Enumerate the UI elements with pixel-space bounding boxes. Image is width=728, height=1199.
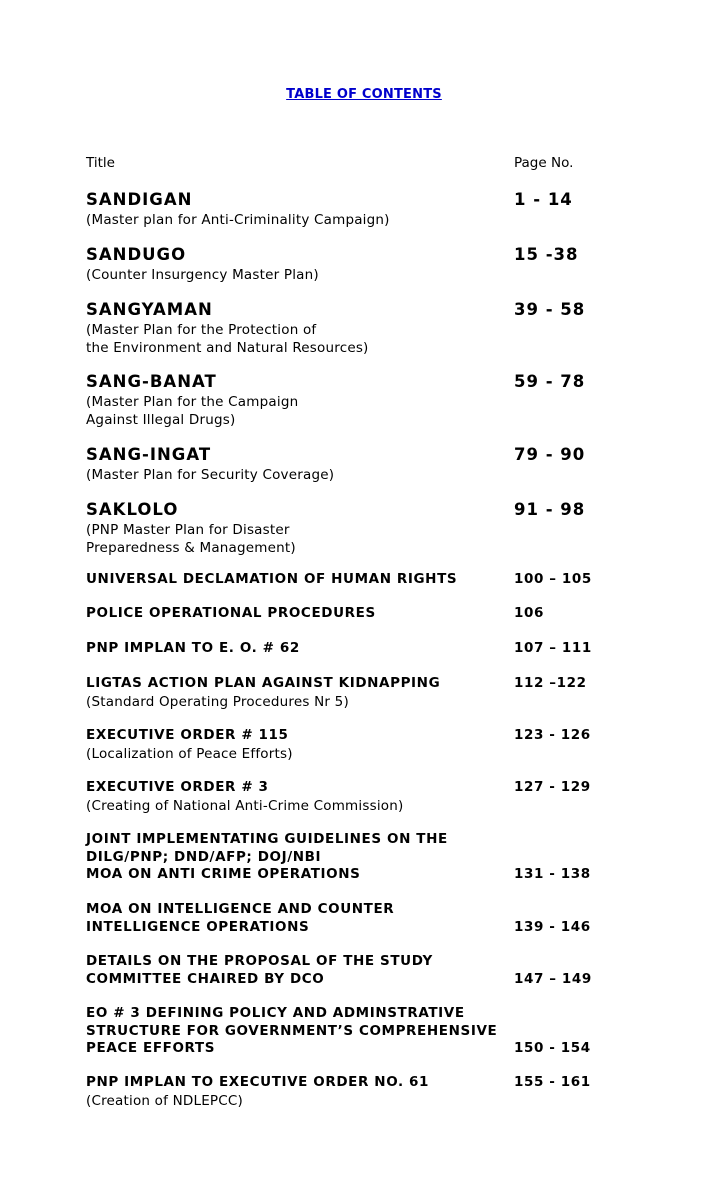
entry-title: SANDIGAN (86, 190, 193, 209)
entry-title-line: INTELLIGENCE OPERATIONS (86, 918, 310, 935)
toc-entry-ligtas (86, 675, 686, 711)
entry-subtitle: (Creation of NDLEPCC) (86, 1092, 243, 1109)
toc-entry-eo115 (86, 727, 686, 763)
toc-header (86, 155, 686, 171)
entry-title: PNP IMPLAN TO EXECUTIVE ORDER NO. 61 (86, 1074, 429, 1090)
page-title[interactable]: TABLE OF CONTENTS (286, 87, 442, 102)
toc-entry-sangyaman (86, 299, 686, 357)
entry-pages: 39 - 58 (514, 300, 586, 319)
entry-title-line: JOINT IMPLEMENTATING GUIDELINES ON THE (86, 831, 448, 847)
entry-subtitle: (Creating of National Anti-Crime Commission) (86, 797, 404, 814)
toc-entry-sandugo (86, 244, 686, 284)
entry-title-line: DILG/PNP; DND/AFP; DOJ/NBI (86, 848, 322, 865)
entry-subtitle: (Master Plan for Security Coverage) (86, 467, 335, 483)
entry-title: SAKLOLO (86, 500, 179, 519)
entry-title-line: PEACE EFFORTS (86, 1040, 216, 1056)
entry-pages: 112 –122 (514, 675, 587, 691)
entry-subtitle: (Localization of Peace Efforts) (86, 745, 293, 762)
entry-pages: 107 – 111 (514, 640, 592, 656)
entry-pages: 79 - 90 (514, 445, 586, 464)
entry-title-line: MOA ON INTELLIGENCE AND COUNTER (86, 901, 395, 917)
entry-pages: 1 - 14 (514, 190, 573, 209)
entry-pages: 147 – 149 (514, 970, 592, 987)
entry-title: SANG-BANAT (86, 372, 217, 391)
entry-subtitle: (Master Plan for the Protection of the Environment and Natural Resources) (86, 322, 369, 356)
entry-title: LIGTAS ACTION PLAN AGAINST KIDNAPPING (86, 675, 441, 691)
toc-entry-study-committee (86, 953, 686, 988)
entry-subtitle: (Master plan for Anti-Criminality Campaign) (86, 212, 390, 228)
entry-title-line: COMMITTEE CHAIRED BY DCO (86, 970, 325, 987)
entry-title: POLICE OPERATIONAL PROCEDURES (86, 605, 376, 621)
entry-pages: 100 – 105 (514, 571, 592, 587)
entry-title: EXECUTIVE ORDER # 3 (86, 779, 269, 795)
entry-pages: 91 - 98 (514, 500, 586, 519)
entry-pages: 106 (514, 605, 544, 621)
toc-entry-sandigan (86, 189, 686, 229)
entry-title: EXECUTIVE ORDER # 115 (86, 727, 289, 743)
entry-pages: 15 -38 (514, 245, 579, 264)
entry-title-line: EO # 3 DEFINING POLICY AND ADMINSTRATIVE (86, 1005, 465, 1021)
page-column-header: Page No. (514, 155, 574, 171)
entry-pages: 127 - 129 (514, 779, 591, 795)
entry-subtitle: (Counter Insurgency Master Plan) (86, 267, 319, 283)
toc-entry-eo3 (86, 779, 686, 815)
entry-title: SANGYAMAN (86, 300, 213, 319)
toc-entry-pnp-implan-eo62 (86, 640, 686, 658)
entry-subtitle: (PNP Master Plan for Disaster Preparedness & Management) (86, 522, 296, 556)
toc-entry-sang-ingat (86, 444, 686, 484)
toc-entry-saklolo (86, 499, 686, 557)
entry-pages: 131 - 138 (514, 866, 591, 882)
entry-title: UNIVERSAL DECLAMATION OF HUMAN RIGHTS (86, 571, 458, 587)
entry-subtitle: (Master Plan for the Campaign Against Illegal Drugs) (86, 394, 299, 428)
entry-pages: 155 - 161 (514, 1074, 591, 1090)
toc-entry-human-rights (86, 571, 686, 589)
title-column-header: Title (86, 155, 115, 171)
entry-title: SANG-INGAT (86, 445, 212, 464)
toc-entry-police-procedures (86, 605, 686, 623)
entry-pages: 150 - 154 (514, 1040, 591, 1056)
entry-pages: 123 - 126 (514, 727, 591, 743)
toc-entry-sang-banat (86, 371, 686, 429)
entry-pages: 139 - 146 (514, 918, 591, 935)
entry-subtitle: (Standard Operating Procedures Nr 5) (86, 693, 349, 710)
toc-entry-eo3-peace-efforts (86, 1005, 686, 1058)
toc-entry-pnp-implan-eo61 (86, 1074, 686, 1110)
entry-title: SANDUGO (86, 245, 187, 264)
entry-title-line: MOA ON ANTI CRIME OPERATIONS (86, 866, 361, 882)
toc-entry-moa-intelligence (86, 901, 686, 936)
entry-title: PNP IMPLAN TO E. O. # 62 (86, 640, 300, 656)
entry-pages: 59 - 78 (514, 372, 586, 391)
toc-entry-joint-guidelines (86, 831, 686, 884)
entry-title-line: DETAILS ON THE PROPOSAL OF THE STUDY (86, 953, 433, 969)
entry-title-line: STRUCTURE FOR GOVERNMENT’S COMPREHENSIVE (86, 1022, 498, 1039)
